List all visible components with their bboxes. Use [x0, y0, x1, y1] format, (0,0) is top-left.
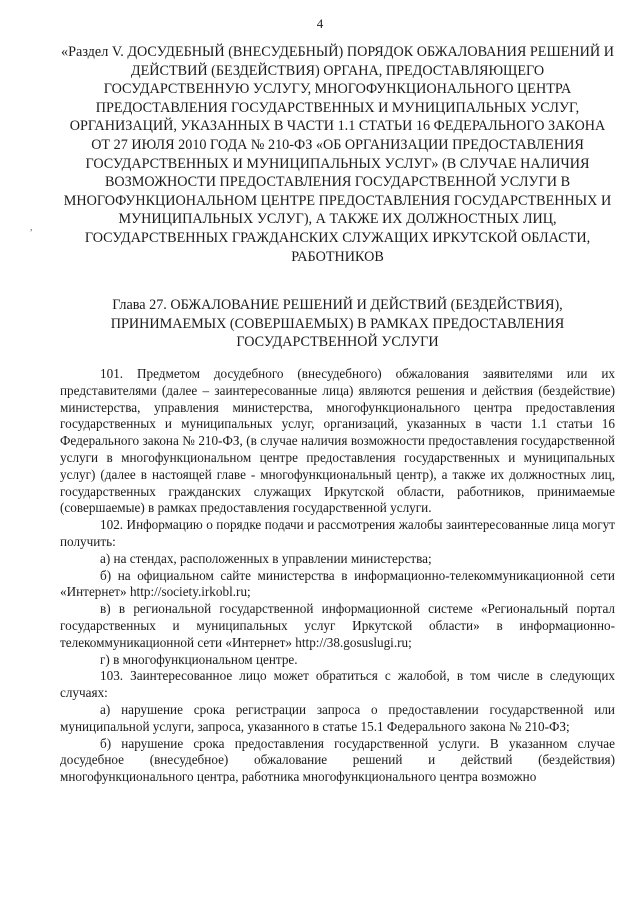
section-heading: «Раздел V. ДОСУДЕБНЫЙ (ВНЕСУДЕБНЫЙ) ПОРЯДОК ОБЖАЛОВАНИЯ РЕШЕНИЙ И ДЕЙСТВИЙ (БЕЗДЕЙСТВИЯ) ОРГАНА, ПРЕДОСТАВЛЯЮЩЕГО ГОСУДАРСТВЕННУЮ УСЛУГУ, МНОГОФУНКЦИОНАЛЬНОГО ЦЕНТРА ПРЕДОСТАВЛЕНИЯ ГОСУДАРСТВЕННЫХ И МУНИЦИПАЛЬНЫХ УСЛУГ, ОРГАНИЗАЦИЙ, УКАЗАННЫХ В ЧАСТИ 1.1 СТАТЬИ 16 ФЕДЕРАЛЬНОГО ЗАКОНА ОТ 27 ИЮЛЯ 2010 ГОДА № 210-ФЗ «ОБ ОРГАНИЗАЦИИ ПРЕДОСТАВЛЕНИЯ ГОСУДАРСТВЕННЫХ И МУНИЦИПАЛЬНЫХ УСЛУГ» (В СЛУЧАЕ НАЛИЧИЯ ВОЗМОЖНОСТИ ПРЕДОСТАВЛЕНИЯ ГОСУДАРСТВЕННОЙ УСЛУГИ В МНОГОФУНКЦИОНАЛЬНОМ ЦЕНТРЕ ПРЕДОСТАВЛЕНИЯ ГОСУДАРСТВЕННЫХ И МУНИЦИПАЛЬНЫХ УСЛУГ), А ТАКЖЕ ИХ ДОЛЖНОСТНЫХ ЛИЦ, ГОСУДАРСТВЕННЫХ ГРАЖДАНСКИХ СЛУЖАЩИХ ИРКУТСКОЙ ОБЛАСТИ, РАБОТНИКОВ — [61, 44, 614, 265]
page-number: 4 — [316, 16, 324, 31]
list-item-b-103: б) нарушение срока предоставления государственной услуги. В указанном случае досудебное (внесудебное) обжалование решений и действий (бездействия) многофункционального центра, работника многофункционального центра возможно — [60, 735, 615, 785]
list-item-g-102: г) в многофункциональном центре. — [100, 651, 298, 667]
list-item-a-102: а) на стендах, расположенных в управлении министерства; — [100, 550, 432, 566]
list-item-b-102: б) на официальном сайте министерства в информационно-телекоммуникационной сети «Интернет» http://society.irkobl.ru; — [60, 567, 615, 600]
body-text — [60, 366, 615, 786]
paragraph-102: 102. Информацию о порядке подачи и рассмотрения жалобы заинтересованные лица могут получить: — [60, 517, 615, 549]
paragraph-103: 103. Заинтересованное лицо может обратиться с жалобой, в том числе в следующих случаях: — [60, 668, 615, 701]
paragraph-101: 101. Предметом досудебного (внесудебного) обжалования заявителями или их представителями (далее – заинтересованные лица) являются решения и действия (бездействие) министерства, управления министерства, многофункционального центра предоставления государственных и муниципальных услуг, организаций, указанных в части 1.1 статьи 16 Федерального закона № 210-ФЗ, (в случае наличия возможности предоставления государственной услуги в многофункциональном центре предоставления государственных и муниципальных услуг) (далее в настоящей главе - многофункциональный центр), а также их должностных лиц, государственных гражданских служащих Иркутской области, работников, принимаемые (совершаемые) в рамках предоставления государственной услуги. — [60, 366, 615, 516]
list-item-a-103: а) нарушение срока регистрации запроса о предоставлении государственной или муниципальной услуги, запроса, указанного в статье 15.1 Федерального закона № 210-ФЗ; — [60, 701, 615, 734]
chapter-heading: Глава 27. ОБЖАЛОВАНИЕ РЕШЕНИЙ И ДЕЙСТВИЙ (БЕЗДЕЙСТВИЯ), ПРИНИМАЕМЫХ (СОВЕРШАЕМЫХ) В РАМКАХ ПРЕДОСТАВЛЕНИЯ ГОСУДАРСТВЕННОЙ УСЛУГИ — [110, 297, 565, 351]
list-item-v-102: в) в региональной государственной информационной системе «Региональный портал государственных и муниципальных услуг Иркутской области» в информационно-телекоммуникационной сети «Интернет» http://38.gosuslugi.ru; — [60, 601, 615, 650]
stray-mark: , — [30, 222, 33, 233]
